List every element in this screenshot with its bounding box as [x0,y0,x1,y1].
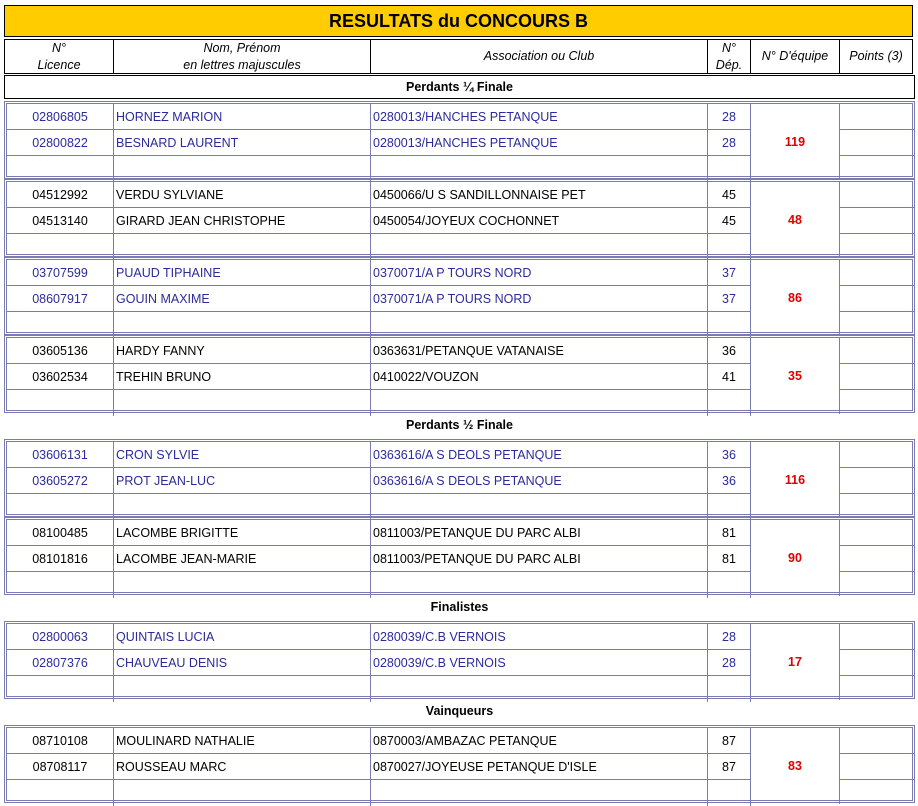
name-cell: LACOMBE BRIGITTE [114,520,371,546]
name-cell: MOULINARD NATHALIE [114,728,371,754]
departement-cell: 37 [708,260,751,286]
association-cell: 0870027/JOYEUSE PETANQUE D'ISLE [371,754,708,780]
points-cell [840,364,914,390]
association-cell: 0870003/AMBAZAC PETANQUE [371,728,708,754]
name-cell: QUINTAIS LUCIA [114,624,371,650]
sheet-title: RESULTATS du CONCOURS B [4,5,913,37]
team-group [4,335,915,413]
team-number: 48 [751,182,840,258]
section-title: Vainqueurs [425,704,494,718]
departement-cell: 36 [708,468,751,494]
licence-cell: 03602534 [7,364,114,390]
association-cell: 0363631/PETANQUE VATANAISE [371,338,708,364]
name-cell: PROT JEAN-LUC [114,468,371,494]
licence-cell: 03605136 [7,338,114,364]
points-cell [840,468,914,494]
association-cell: 0811003/PETANQUE DU PARC ALBI [371,520,708,546]
team-number: 86 [751,260,840,336]
points-cell [840,338,914,364]
header-nom-line1: Nom, Prénom [203,40,281,55]
association-cell: 0410022/VOUZON [371,364,708,390]
points-cell [840,754,914,780]
name-cell: HORNEZ MARION [114,104,371,130]
points-cell [840,182,914,208]
departement-cell [708,780,751,806]
team-group [4,101,915,179]
header-licence [4,39,113,74]
association-cell: 0450066/U S SANDILLONNAISE PET [371,182,708,208]
team-number: 35 [751,338,840,414]
points-cell [840,286,914,312]
departement-cell: 28 [708,650,751,676]
licence-cell: 03605272 [7,468,114,494]
name-cell: GOUIN MAXIME [114,286,371,312]
header-dep-line2: Dép. [715,57,743,72]
points-cell [840,624,914,650]
licence-cell: 08710108 [7,728,114,754]
association-cell: 0370071/A P TOURS NORD [371,260,708,286]
name-cell: BESNARD LAURENT [114,130,371,156]
name-cell: HARDY FANNY [114,338,371,364]
points-cell [840,728,914,754]
licence-cell: 03707599 [7,260,114,286]
licence-cell: 02800063 [7,624,114,650]
name-cell: CHAUVEAU DENIS [114,650,371,676]
association-cell: 0363616/A S DEOLS PETANQUE [371,442,708,468]
association-cell: 0811003/PETANQUE DU PARC ALBI [371,546,708,572]
licence-cell: 03606131 [7,442,114,468]
departement-cell: 28 [708,130,751,156]
header-nom [113,39,370,74]
team-number: 17 [751,624,840,700]
header-points [839,39,913,74]
departement-cell: 36 [708,338,751,364]
header-dep-line1: N° [721,40,737,55]
name-cell [114,780,371,806]
association-cell: 0280039/C.B VERNOIS [371,624,708,650]
header-association [370,39,707,74]
licence-cell: 02800822 [7,130,114,156]
association-cell: 0280039/C.B VERNOIS [371,650,708,676]
header-equipe [750,39,839,74]
team-group [4,725,915,803]
team-group [4,517,915,595]
licence-cell: 04512992 [7,182,114,208]
departement-cell: 41 [708,364,751,390]
team-group [4,439,915,517]
name-cell: PUAUD TIPHAINE [114,260,371,286]
points-cell [840,104,914,130]
licence-cell: 02806805 [7,104,114,130]
association-cell: 0450054/JOYEUX COCHONNET [371,208,708,234]
name-cell: CRON SYLVIE [114,442,371,468]
licence-cell: 08100485 [7,520,114,546]
header-departement [707,39,750,74]
points-cell [840,650,914,676]
points-cell [840,442,914,468]
section-title: Perdants ½ Finale [406,418,513,432]
points-cell [840,780,914,806]
team-group [4,257,915,335]
points-cell [840,208,914,234]
name-cell: TREHIN BRUNO [114,364,371,390]
licence-cell [7,780,114,806]
section-title: Perdants ¼ Finale [4,75,915,99]
licence-cell: 08607917 [7,286,114,312]
header-licence-line1: N° [51,40,67,55]
points-cell [840,130,914,156]
points-cell [840,546,914,572]
departement-cell: 28 [708,624,751,650]
departement-cell: 36 [708,442,751,468]
departement-cell: 87 [708,754,751,780]
name-cell: VERDU SYLVIANE [114,182,371,208]
association-cell: 0370071/A P TOURS NORD [371,286,708,312]
header-nom-line2: en lettres majuscules [183,57,301,72]
licence-cell: 04513140 [7,208,114,234]
departement-cell: 81 [708,546,751,572]
team-number: 83 [751,728,840,804]
team-number: 119 [751,104,840,180]
header-licence-line2: Licence [37,57,81,72]
team-number: 90 [751,520,840,596]
team-group [4,179,915,257]
section-title: Finalistes [430,600,489,614]
departement-cell: 37 [708,286,751,312]
association-cell: 0280013/HANCHES PETANQUE [371,104,708,130]
name-cell: ROUSSEAU MARC [114,754,371,780]
association-cell: 0363616/A S DEOLS PETANQUE [371,468,708,494]
licence-cell: 08101816 [7,546,114,572]
header-association-label: Association ou Club [483,49,595,63]
departement-cell: 87 [708,728,751,754]
points-cell [840,520,914,546]
header-equipe-label: N° D'équipe [761,49,829,63]
departement-cell: 45 [708,208,751,234]
header-points-label: Points (3) [849,49,903,63]
points-cell [840,260,914,286]
licence-cell: 02807376 [7,650,114,676]
licence-cell: 08708117 [7,754,114,780]
departement-cell: 45 [708,182,751,208]
association-cell [371,780,708,806]
departement-cell: 81 [708,520,751,546]
team-number: 116 [751,442,840,518]
departement-cell: 28 [708,104,751,130]
team-group [4,621,915,699]
name-cell: LACOMBE JEAN-MARIE [114,546,371,572]
association-cell: 0280013/HANCHES PETANQUE [371,130,708,156]
name-cell: GIRARD JEAN CHRISTOPHE [114,208,371,234]
